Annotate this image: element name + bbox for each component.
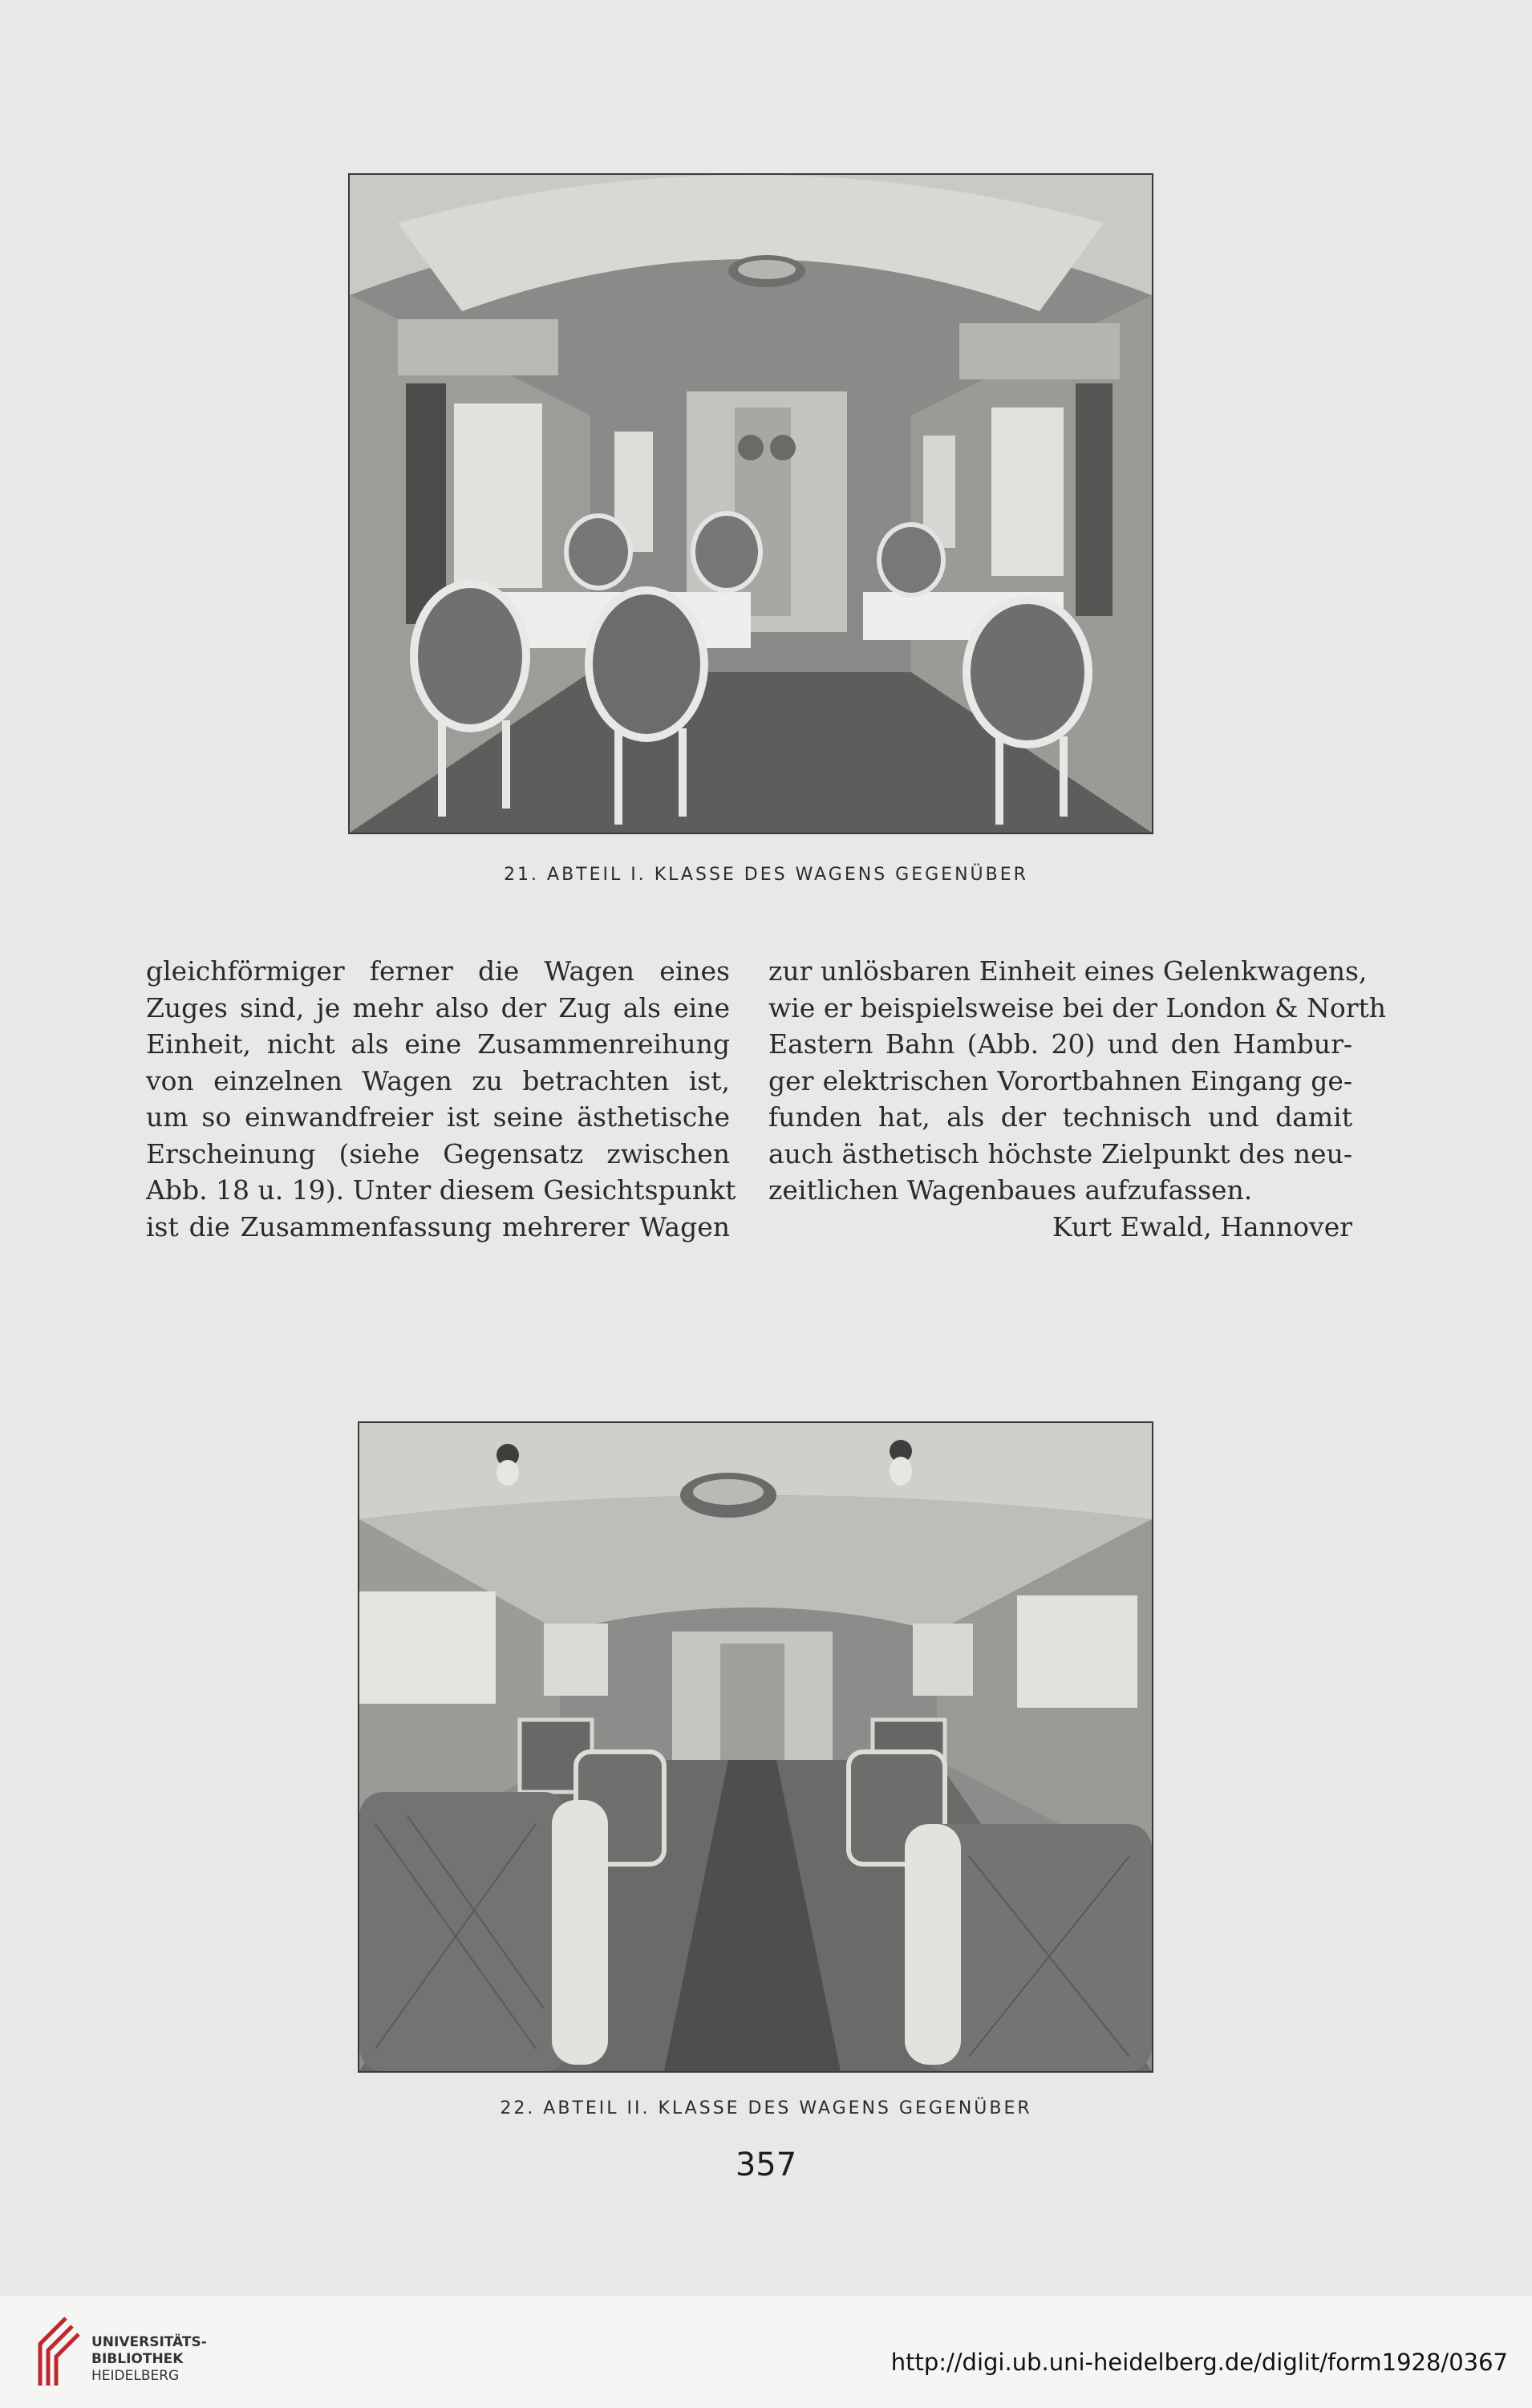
text-line: funden hat, als der technisch und damit	[768, 1101, 1352, 1133]
photo-second-class-compartment	[358, 1421, 1153, 2073]
text-line: Eastern Bahn (Abb. 20) und den Hambur-	[768, 1028, 1352, 1060]
photo-first-class-compartment	[348, 173, 1153, 834]
page-number: 357	[735, 2147, 797, 2183]
library-name-line2: BIBLIOTHEK	[91, 2351, 184, 2367]
text-line: zur unlösbaren Einheit eines Gelenkwagens,	[768, 955, 1368, 987]
second-class-interior-illustration	[359, 1423, 1152, 2071]
text-line: gleichförmiger ferner die Wagen eines	[146, 955, 730, 987]
text-column-left	[146, 953, 736, 1245]
figure-22-caption: 22. ABTEIL II. KLASSE DES WAGENS GEGENÜBER	[500, 2098, 1032, 2118]
library-name[interactable]	[91, 2334, 207, 2385]
text-line: wie er beispielsweise bei der London & North	[768, 991, 1387, 1024]
university-library-logo-icon[interactable]	[34, 2312, 83, 2392]
text-line: Zuges sind, je mehr also der Zug als eine	[146, 991, 730, 1024]
library-name-line1: UNIVERSITÄTS-	[91, 2334, 207, 2350]
figure-21-caption: 21. ABTEIL I. KLASSE DES WAGENS GEGENÜBER	[504, 865, 1028, 885]
permalink-url[interactable]: http://digi.ub.uni-heidelberg.de/diglit/form1928/0367	[890, 2349, 1508, 2376]
text-line: Abb. 18 u. 19). Unter diesem Gesichtspunkt	[146, 1174, 736, 1206]
text-line: Einheit, nicht als eine Zusammenreihung	[146, 1028, 730, 1060]
text-line: um so einwandfreier ist seine ästhetische	[146, 1101, 730, 1133]
text-line: ist die Zusammenfassung mehrerer Wagen	[146, 1210, 730, 1243]
text-line: von einzelnen Wagen zu betrachten ist,	[146, 1064, 730, 1097]
text-line: ger elektrischen Vorortbahnen Eingang ge-	[768, 1064, 1352, 1097]
library-footer	[0, 2296, 1532, 2408]
text-line: auch ästhetisch höchste Zielpunkt des neu-	[768, 1137, 1352, 1170]
text-line: zeitlichen Wagenbaues aufzufassen.	[768, 1174, 1253, 1206]
library-name-line3: HEIDELBERG	[91, 2368, 180, 2384]
text-column-right	[768, 953, 1387, 1245]
first-class-interior-illustration	[350, 175, 1152, 833]
author-signature: Kurt Ewald, Hannover	[1052, 1210, 1352, 1243]
text-line: Erscheinung (siehe Gegensatz zwischen	[146, 1137, 730, 1170]
